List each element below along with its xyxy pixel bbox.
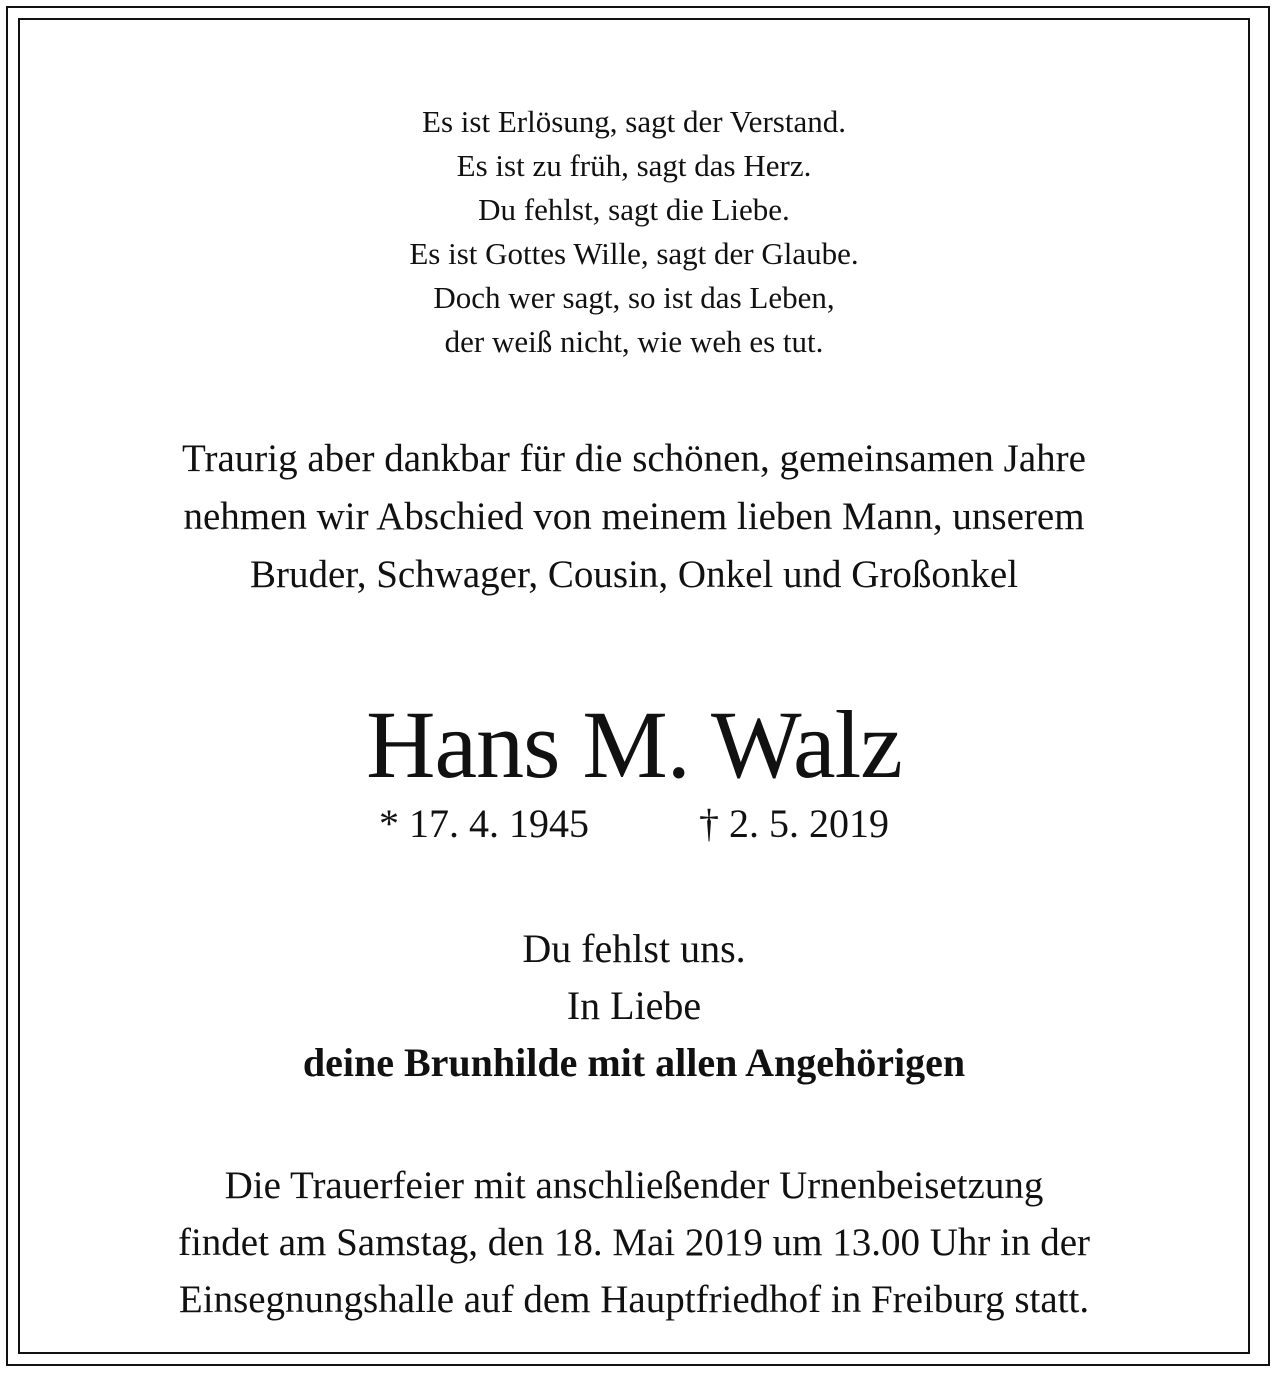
farewell-line: Du fehlst uns. bbox=[522, 926, 746, 971]
signature: deine Brunhilde mit allen Angehörigen bbox=[302, 1040, 966, 1085]
life-dates bbox=[20, 798, 1248, 850]
death-date: † 2. 5. 2019 bbox=[699, 801, 889, 846]
obituary-notice bbox=[18, 18, 1250, 1354]
intro-line: Bruder, Schwager, Cousin, Onkel und Großonkel bbox=[249, 553, 1019, 596]
service-line: findet am Samstag, den 18. Mai 2019 um 13.00 Uhr in der bbox=[177, 1221, 1091, 1264]
deceased-name: Hans M. Walz bbox=[366, 691, 902, 798]
poem bbox=[20, 100, 1248, 364]
birth-date: * 17. 4. 1945 bbox=[379, 801, 589, 846]
service-line: Einsegnungshalle auf dem Hauptfriedhof in Freiburg statt. bbox=[178, 1278, 1090, 1321]
intro-line: nehmen wir Abschied von meinem lieben Mann, unserem bbox=[183, 495, 1085, 538]
poem-line: Es ist Erlösung, sagt der Verstand. bbox=[422, 104, 846, 139]
poem-line: Es ist zu früh, sagt das Herz. bbox=[456, 148, 812, 183]
poem-line: Doch wer sagt, so ist das Leben, bbox=[433, 280, 835, 315]
intro-text bbox=[20, 430, 1248, 604]
poem-line: der weiß nicht, wie weh es tut. bbox=[444, 324, 824, 359]
farewell bbox=[20, 920, 1248, 1091]
service-line: Die Trauerfeier mit anschließender Urnenbeisetzung bbox=[224, 1164, 1044, 1207]
poem-line: Du fehlst, sagt die Liebe. bbox=[478, 192, 790, 227]
service-info bbox=[20, 1157, 1248, 1328]
farewell-line: In Liebe bbox=[566, 983, 702, 1028]
poem-line: Es ist Gottes Wille, sagt der Glaube. bbox=[409, 236, 859, 271]
intro-line: Traurig aber dankbar für die schönen, gemeinsamen Jahre bbox=[182, 437, 1086, 480]
